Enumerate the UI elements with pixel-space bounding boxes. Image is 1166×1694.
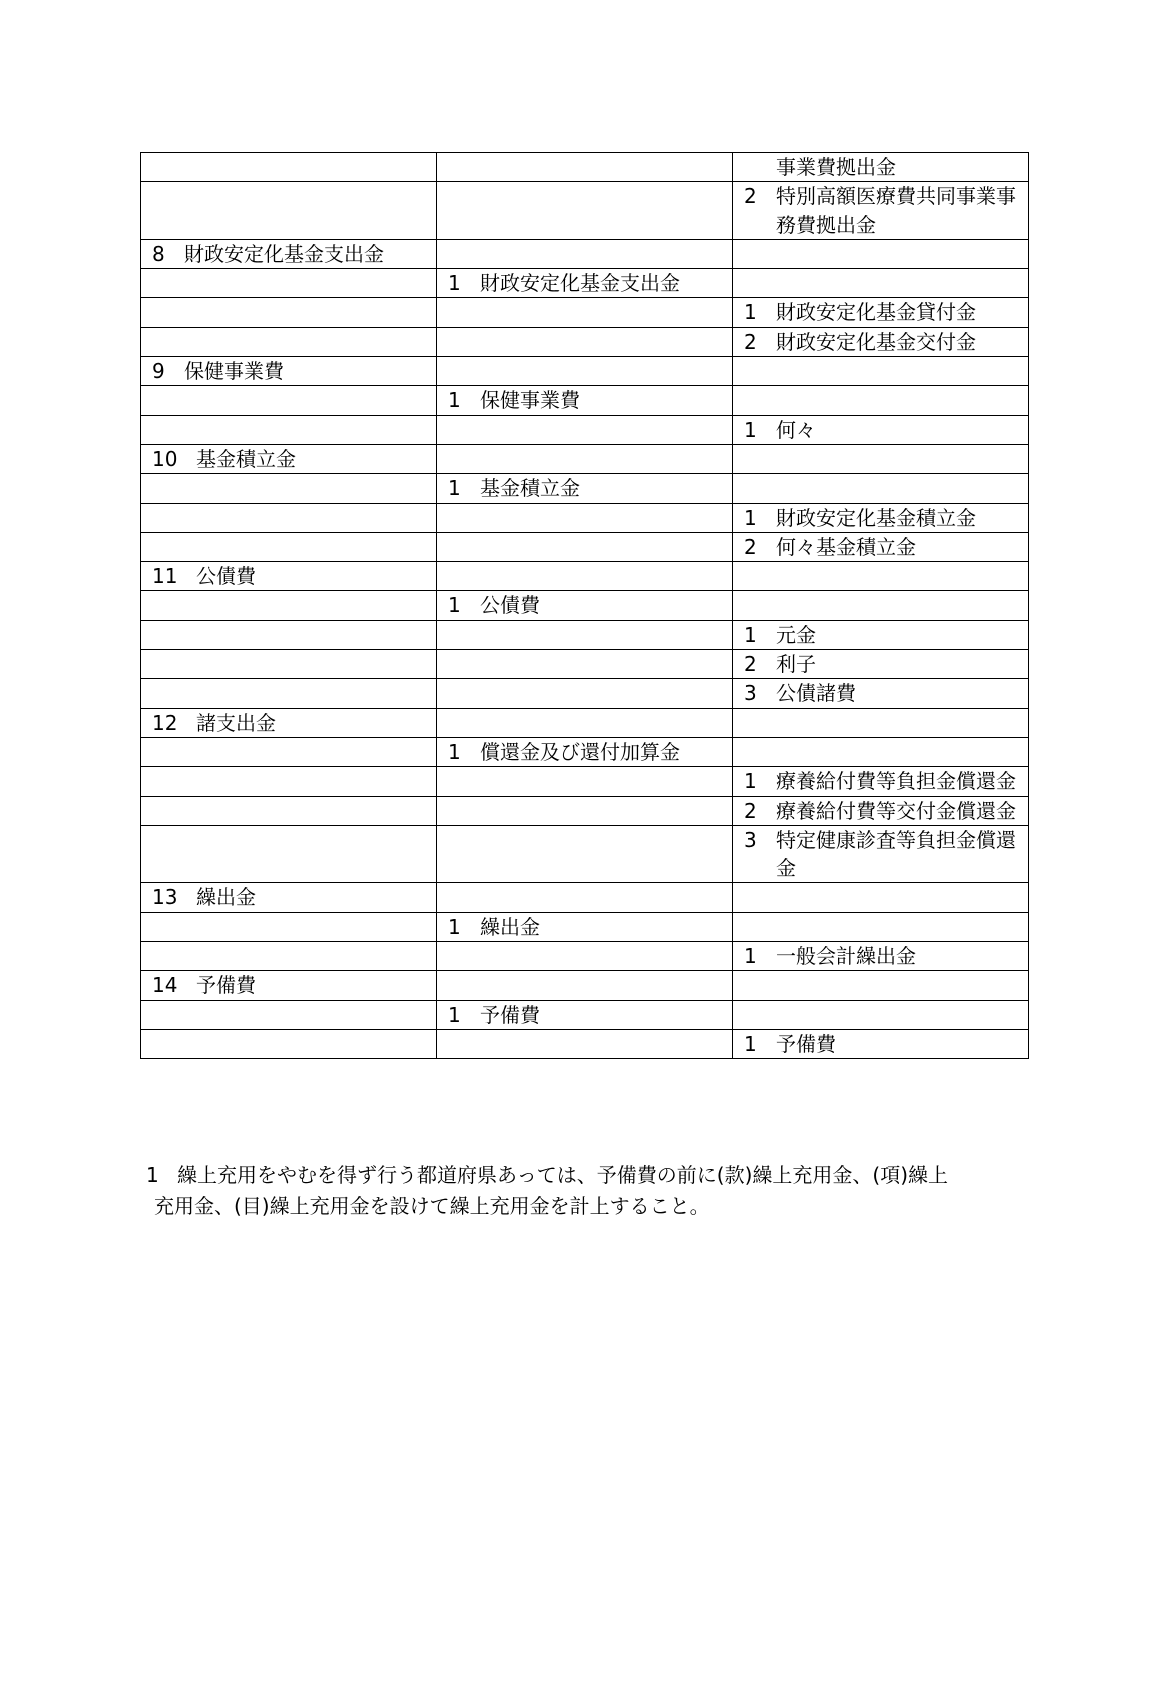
kan-item (152, 357, 436, 385)
kan-cell (141, 650, 437, 679)
item-label: 公債費 (196, 564, 256, 589)
kan-cell (141, 825, 437, 883)
kou-cell (437, 942, 733, 971)
kou-cell (437, 883, 733, 912)
kan-cell (141, 386, 437, 415)
item-number: 1 (448, 388, 461, 413)
item-number: 1 (448, 739, 461, 764)
kou-cell (437, 796, 733, 825)
item-number: 14 (152, 973, 178, 998)
kan-cell (141, 298, 437, 327)
kou-cell (437, 444, 733, 473)
kan-cell (141, 737, 437, 766)
table-row (141, 298, 1029, 327)
table-row (141, 327, 1029, 356)
moku-item (744, 797, 1028, 825)
table-row (141, 679, 1029, 708)
kou-cell (437, 415, 733, 444)
moku-cell (733, 415, 1029, 444)
item-label: 療養給付費等交付金償還金 (776, 798, 1016, 823)
kou-item (448, 1001, 732, 1029)
moku-cell (733, 1000, 1029, 1029)
kou-cell (437, 327, 733, 356)
table-row (141, 269, 1029, 298)
kou-cell (437, 737, 733, 766)
table-row (141, 182, 1029, 240)
moku-item (744, 826, 1028, 883)
kan-cell (141, 883, 437, 912)
table-row (141, 737, 1029, 766)
moku-cell (733, 562, 1029, 591)
moku-cell (733, 620, 1029, 649)
table-row (141, 767, 1029, 796)
moku-cell (733, 532, 1029, 561)
kan-item (152, 883, 436, 911)
table-body (141, 153, 1029, 1059)
kou-item (448, 738, 732, 766)
item-number (744, 153, 776, 181)
moku-cell (733, 298, 1029, 327)
item-label: 予備費 (196, 973, 256, 998)
kan-cell (141, 182, 437, 240)
item-number: 10 (152, 446, 178, 471)
table-row (141, 503, 1029, 532)
item-number: 2 (744, 798, 757, 823)
kan-cell (141, 562, 437, 591)
kan-cell (141, 269, 437, 298)
kou-cell (437, 153, 733, 182)
moku-cell (733, 942, 1029, 971)
kan-cell (141, 796, 437, 825)
item-label: 特別高額医療費共同事業事務費拠出金 (776, 184, 1016, 237)
kou-cell (437, 825, 733, 883)
item-label: 特定健康診査等負担金償還金 (776, 827, 1016, 881)
kan-item (152, 709, 436, 737)
kou-item (448, 913, 732, 941)
footnote-number: 1 (146, 1163, 159, 1187)
kan-cell (141, 708, 437, 737)
item-label: 利子 (776, 652, 816, 677)
item-number: 2 (744, 329, 757, 354)
item-number: 12 (152, 710, 178, 735)
table-row (141, 444, 1029, 473)
item-number: 1 (744, 417, 757, 442)
item-number: 1 (744, 505, 757, 530)
table-row (141, 532, 1029, 561)
kan-item (152, 971, 436, 999)
moku-cell (733, 182, 1029, 240)
item-label: 財政安定化基金支出金 (480, 271, 680, 296)
moku-cell (733, 679, 1029, 708)
table-row (141, 153, 1029, 182)
item-label: 何々基金積立金 (776, 534, 916, 559)
item-label: 保健事業費 (184, 359, 284, 384)
table-row (141, 825, 1029, 883)
kou-cell (437, 269, 733, 298)
kan-cell (141, 357, 437, 386)
table-row (141, 620, 1029, 649)
kou-cell (437, 182, 733, 240)
item-label: 償還金及び還付加算金 (480, 739, 680, 764)
kou-cell (437, 912, 733, 941)
item-label: 財政安定化基金支出金 (184, 241, 384, 266)
item-number: 1 (744, 769, 757, 794)
moku-cell (733, 1029, 1029, 1058)
moku-item (744, 650, 1028, 678)
moku-cell (733, 737, 1029, 766)
item-label: 何々 (776, 417, 816, 442)
table-row (141, 650, 1029, 679)
moku-cell (733, 327, 1029, 356)
kan-item (152, 240, 436, 268)
item-number: 3 (744, 681, 757, 706)
table-row (141, 591, 1029, 620)
moku-item (744, 504, 1028, 532)
moku-item (744, 767, 1028, 795)
moku-item (744, 621, 1028, 649)
table-row (141, 239, 1029, 268)
item-label: 財政安定化基金積立金 (776, 505, 976, 530)
table-row (141, 386, 1029, 415)
moku-item (744, 1030, 1028, 1058)
moku-cell (733, 444, 1029, 473)
item-number: 3 (744, 827, 757, 852)
item-label: 予備費 (480, 1002, 540, 1027)
item-number: 1 (448, 914, 461, 939)
kou-item (448, 269, 732, 297)
item-number: 1 (448, 1002, 461, 1027)
item-number: 1 (744, 944, 757, 969)
moku-cell (733, 883, 1029, 912)
kou-cell (437, 1029, 733, 1058)
moku-item (744, 416, 1028, 444)
item-number: 1 (744, 1031, 757, 1056)
item-label: 諸支出金 (196, 710, 276, 735)
item-label: 元金 (776, 622, 816, 647)
kan-cell (141, 415, 437, 444)
moku-item (744, 328, 1028, 356)
kan-cell (141, 767, 437, 796)
table-row (141, 474, 1029, 503)
kan-cell (141, 1000, 437, 1029)
footnote-text-1: 繰上充用をやむを得ず行う都道府県あっては、予備費の前に(款)繰上充用金、(項)繰上 (177, 1163, 949, 1187)
kou-cell (437, 386, 733, 415)
item-label: 繰出金 (196, 885, 256, 910)
table-row (141, 971, 1029, 1000)
budget-classification-table (140, 152, 1029, 1059)
item-label: 基金積立金 (196, 446, 296, 471)
item-number: 2 (744, 652, 757, 677)
moku-cell (733, 269, 1029, 298)
kan-cell (141, 474, 437, 503)
item-number: 2 (744, 184, 757, 209)
kou-cell (437, 620, 733, 649)
item-label: 保健事業費 (480, 388, 580, 413)
kou-cell (437, 239, 733, 268)
moku-cell (733, 971, 1029, 1000)
kou-cell (437, 1000, 733, 1029)
item-number: 1 (744, 622, 757, 647)
moku-cell (733, 357, 1029, 386)
kan-cell (141, 532, 437, 561)
item-label: 公債諸費 (776, 681, 856, 706)
moku-cell (733, 796, 1029, 825)
moku-cell (733, 650, 1029, 679)
kan-cell (141, 1029, 437, 1058)
footnote-line-1 (146, 1160, 1031, 1191)
item-label: 予備費 (776, 1031, 836, 1056)
moku-item (744, 298, 1028, 326)
kou-cell (437, 971, 733, 1000)
moku-item (744, 182, 1028, 239)
item-label: 事業費拠出金 (776, 155, 896, 179)
item-number: 2 (744, 534, 757, 559)
item-label: 療養給付費等負担金償還金 (776, 769, 1016, 794)
moku-cell (733, 912, 1029, 941)
moku-cell (733, 708, 1029, 737)
item-label: 財政安定化基金貸付金 (776, 300, 976, 325)
item-number: 9 (152, 359, 165, 384)
kou-item (448, 474, 732, 502)
item-number: 1 (448, 476, 461, 501)
footnote (146, 1160, 1031, 1222)
item-label: 繰出金 (480, 914, 540, 939)
item-label: 一般会計繰出金 (776, 944, 916, 969)
table-row (141, 357, 1029, 386)
moku-item (744, 679, 1028, 707)
moku-item (744, 942, 1028, 970)
table-row (141, 1029, 1029, 1058)
kou-item (448, 591, 732, 619)
item-number: 1 (448, 271, 461, 296)
moku-item (744, 153, 1028, 181)
item-number: 1 (744, 300, 757, 325)
table-row (141, 415, 1029, 444)
kou-cell (437, 357, 733, 386)
kou-item (448, 386, 732, 414)
table-row (141, 912, 1029, 941)
kan-cell (141, 239, 437, 268)
kan-cell (141, 444, 437, 473)
kou-cell (437, 591, 733, 620)
kou-cell (437, 650, 733, 679)
kou-cell (437, 562, 733, 591)
kan-cell (141, 153, 437, 182)
item-number: 1 (448, 593, 461, 618)
kan-cell (141, 591, 437, 620)
item-label: 公債費 (480, 593, 540, 618)
kou-cell (437, 679, 733, 708)
moku-cell (733, 767, 1029, 796)
kan-cell (141, 327, 437, 356)
kan-item (152, 562, 436, 590)
kan-cell (141, 912, 437, 941)
moku-cell (733, 591, 1029, 620)
moku-cell (733, 825, 1029, 883)
table-row (141, 942, 1029, 971)
kou-cell (437, 767, 733, 796)
moku-cell (733, 153, 1029, 182)
item-number: 11 (152, 564, 178, 589)
kan-cell (141, 503, 437, 532)
kou-cell (437, 532, 733, 561)
table-row (141, 796, 1029, 825)
table-row (141, 708, 1029, 737)
kan-cell (141, 620, 437, 649)
moku-cell (733, 386, 1029, 415)
kan-item (152, 445, 436, 473)
item-label: 財政安定化基金交付金 (776, 329, 976, 354)
kan-cell (141, 942, 437, 971)
moku-item (744, 533, 1028, 561)
item-label: 基金積立金 (480, 476, 580, 501)
moku-cell (733, 474, 1029, 503)
table-row (141, 1000, 1029, 1029)
item-number: 13 (152, 885, 178, 910)
kou-cell (437, 474, 733, 503)
kan-cell (141, 679, 437, 708)
kan-cell (141, 971, 437, 1000)
kou-cell (437, 708, 733, 737)
kou-cell (437, 503, 733, 532)
item-number: 8 (152, 241, 165, 266)
moku-cell (733, 239, 1029, 268)
table-row (141, 562, 1029, 591)
table-row (141, 883, 1029, 912)
footnote-line-2: 充用金、(目)繰上充用金を設けて繰上充用金を計上すること。 (154, 1194, 710, 1218)
kou-cell (437, 298, 733, 327)
moku-cell (733, 503, 1029, 532)
